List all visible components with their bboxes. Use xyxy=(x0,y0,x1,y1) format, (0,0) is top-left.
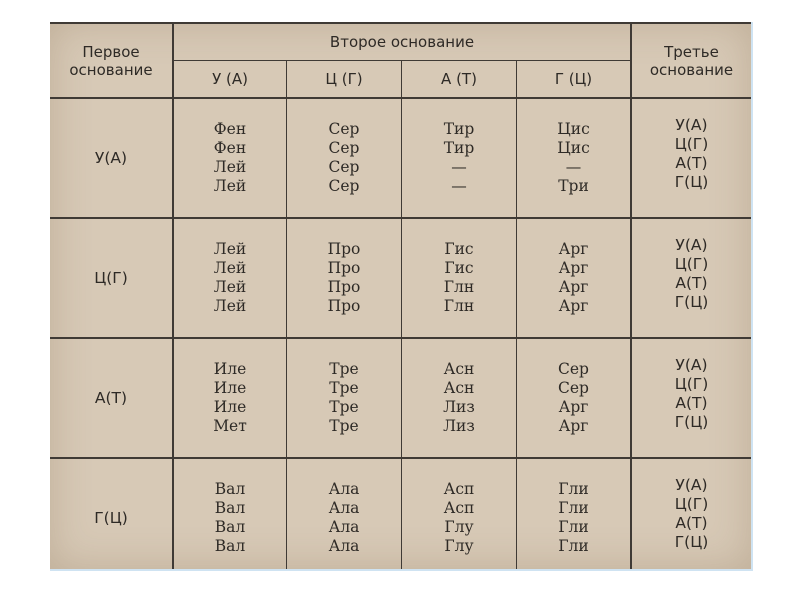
amino-acid: Фен xyxy=(213,139,247,157)
amino-acid: Лей xyxy=(213,297,247,315)
amino-acid: — xyxy=(451,158,467,176)
amino-acid: Лей xyxy=(213,240,247,258)
third-base-label: Г(Ц) xyxy=(674,173,709,191)
amino-acid: Арг xyxy=(558,398,589,416)
amino-acid: Вал xyxy=(214,518,246,536)
amino-acid-cell xyxy=(402,339,516,457)
amino-acid: Тре xyxy=(329,379,359,397)
amino-acid: Арг xyxy=(558,259,589,277)
first-base-label: Ц(Г) xyxy=(94,269,128,287)
third-base-label: Г(Ц) xyxy=(674,413,709,431)
third-base-cell xyxy=(632,95,751,213)
third-base-cell xyxy=(632,335,751,453)
amino-acid-cell xyxy=(287,219,401,337)
codon-table-sheet xyxy=(50,22,753,571)
amino-acid: Тре xyxy=(329,360,359,378)
amino-acid: Ала xyxy=(328,499,360,517)
amino-acid: Сер xyxy=(328,158,360,176)
third-base-label: Г(Ц) xyxy=(674,293,709,311)
amino-acid: Лей xyxy=(213,259,247,277)
amino-acid: Асн xyxy=(443,379,475,397)
amino-acid: Про xyxy=(327,278,361,296)
third-base-label: А(Т) xyxy=(675,514,708,532)
amino-acid: Гли xyxy=(558,518,589,536)
amino-acid-cell xyxy=(287,99,401,217)
amino-acid-cell xyxy=(402,459,516,577)
header-third-base: Третье основание xyxy=(649,42,734,79)
third-base-label: Ц(Г) xyxy=(674,375,709,393)
amino-acid: Вал xyxy=(214,537,246,555)
amino-acid: Арг xyxy=(558,417,589,435)
third-base-label: У(А) xyxy=(675,476,708,494)
amino-acid: Иле xyxy=(213,379,247,397)
third-base-label: У(А) xyxy=(675,356,708,374)
amino-acid: Глу xyxy=(444,537,474,555)
amino-acid: Глу xyxy=(444,518,474,536)
amino-acid: Тре xyxy=(329,417,359,435)
amino-acid: Иле xyxy=(213,398,247,416)
amino-acid: Асн xyxy=(443,360,475,378)
amino-acid: Гис xyxy=(444,259,474,277)
amino-acid: Сер xyxy=(558,360,589,378)
first-base-label: А(Т) xyxy=(94,389,128,407)
amino-acid: Лей xyxy=(213,278,247,296)
amino-acid: Глн xyxy=(443,297,475,315)
amino-acid-cell xyxy=(517,219,630,337)
amino-acid: — xyxy=(451,177,467,195)
header-first-base: Первое основание xyxy=(69,42,153,79)
column-header: А (Т) xyxy=(441,70,477,88)
amino-acid: Гис xyxy=(444,240,474,258)
amino-acid-cell xyxy=(287,459,401,577)
amino-acid: Ала xyxy=(328,537,360,555)
amino-acid: Сер xyxy=(328,120,360,138)
amino-acid: Гли xyxy=(558,499,589,517)
amino-acid: Сер xyxy=(328,139,360,157)
amino-acid: Иле xyxy=(213,360,247,378)
amino-acid: Лиз xyxy=(443,398,475,416)
amino-acid: Лей xyxy=(213,177,247,195)
amino-acid: Арг xyxy=(558,240,589,258)
amino-acid-cell xyxy=(402,219,516,337)
amino-acid: Мет xyxy=(213,417,247,435)
amino-acid: Тир xyxy=(443,139,475,157)
third-base-label: А(Т) xyxy=(675,154,708,172)
amino-acid-cell xyxy=(287,339,401,457)
third-base-label: У(А) xyxy=(675,236,708,254)
amino-acid: Тре xyxy=(329,398,359,416)
amino-acid-cell xyxy=(517,99,630,217)
first-base-label: У(А) xyxy=(94,149,128,167)
third-base-label: А(Т) xyxy=(675,274,708,292)
amino-acid-cell xyxy=(174,459,286,577)
amino-acid: Вал xyxy=(214,480,246,498)
amino-acid: Асп xyxy=(443,480,475,498)
amino-acid: Фен xyxy=(213,120,247,138)
amino-acid: Асп xyxy=(443,499,475,517)
amino-acid-cell xyxy=(174,99,286,217)
amino-acid-cell xyxy=(174,219,286,337)
amino-acid: Глн xyxy=(443,278,475,296)
amino-acid: Гли xyxy=(558,480,589,498)
amino-acid: Про xyxy=(327,259,361,277)
column-header: У (А) xyxy=(212,70,248,88)
amino-acid: Сер xyxy=(328,177,360,195)
amino-acid: Ала xyxy=(328,480,360,498)
third-base-label: Г(Ц) xyxy=(674,533,709,551)
amino-acid-cell xyxy=(174,339,286,457)
amino-acid: Сер xyxy=(558,379,589,397)
amino-acid: Тир xyxy=(443,120,475,138)
column-header: Г (Ц) xyxy=(554,70,593,88)
amino-acid-cell xyxy=(517,339,630,457)
third-base-label: Ц(Г) xyxy=(674,495,709,513)
third-base-cell xyxy=(632,215,751,333)
amino-acid-cell xyxy=(517,459,630,577)
amino-acid: Гли xyxy=(558,537,589,555)
amino-acid: — xyxy=(565,158,582,176)
amino-acid: Три xyxy=(558,177,589,195)
amino-acid: Арг xyxy=(558,278,589,296)
amino-acid: Цис xyxy=(557,139,590,157)
amino-acid: Про xyxy=(327,297,361,315)
third-base-label: Ц(Г) xyxy=(674,255,709,273)
amino-acid: Арг xyxy=(558,297,589,315)
amino-acid: Лиз xyxy=(443,417,475,435)
amino-acid: Лей xyxy=(213,158,247,176)
amino-acid: Цис xyxy=(557,120,590,138)
amino-acid: Вал xyxy=(214,499,246,517)
third-base-label: У(А) xyxy=(675,116,708,134)
third-base-cell xyxy=(632,455,751,573)
amino-acid: Про xyxy=(327,240,361,258)
third-base-label: Ц(Г) xyxy=(674,135,709,153)
first-base-label: Г(Ц) xyxy=(94,509,128,527)
third-base-label: А(Т) xyxy=(675,394,708,412)
amino-acid: Ала xyxy=(328,518,360,536)
column-header: Ц (Г) xyxy=(325,70,363,88)
header-second-base: Второе основание xyxy=(329,33,475,51)
amino-acid-cell xyxy=(402,99,516,217)
